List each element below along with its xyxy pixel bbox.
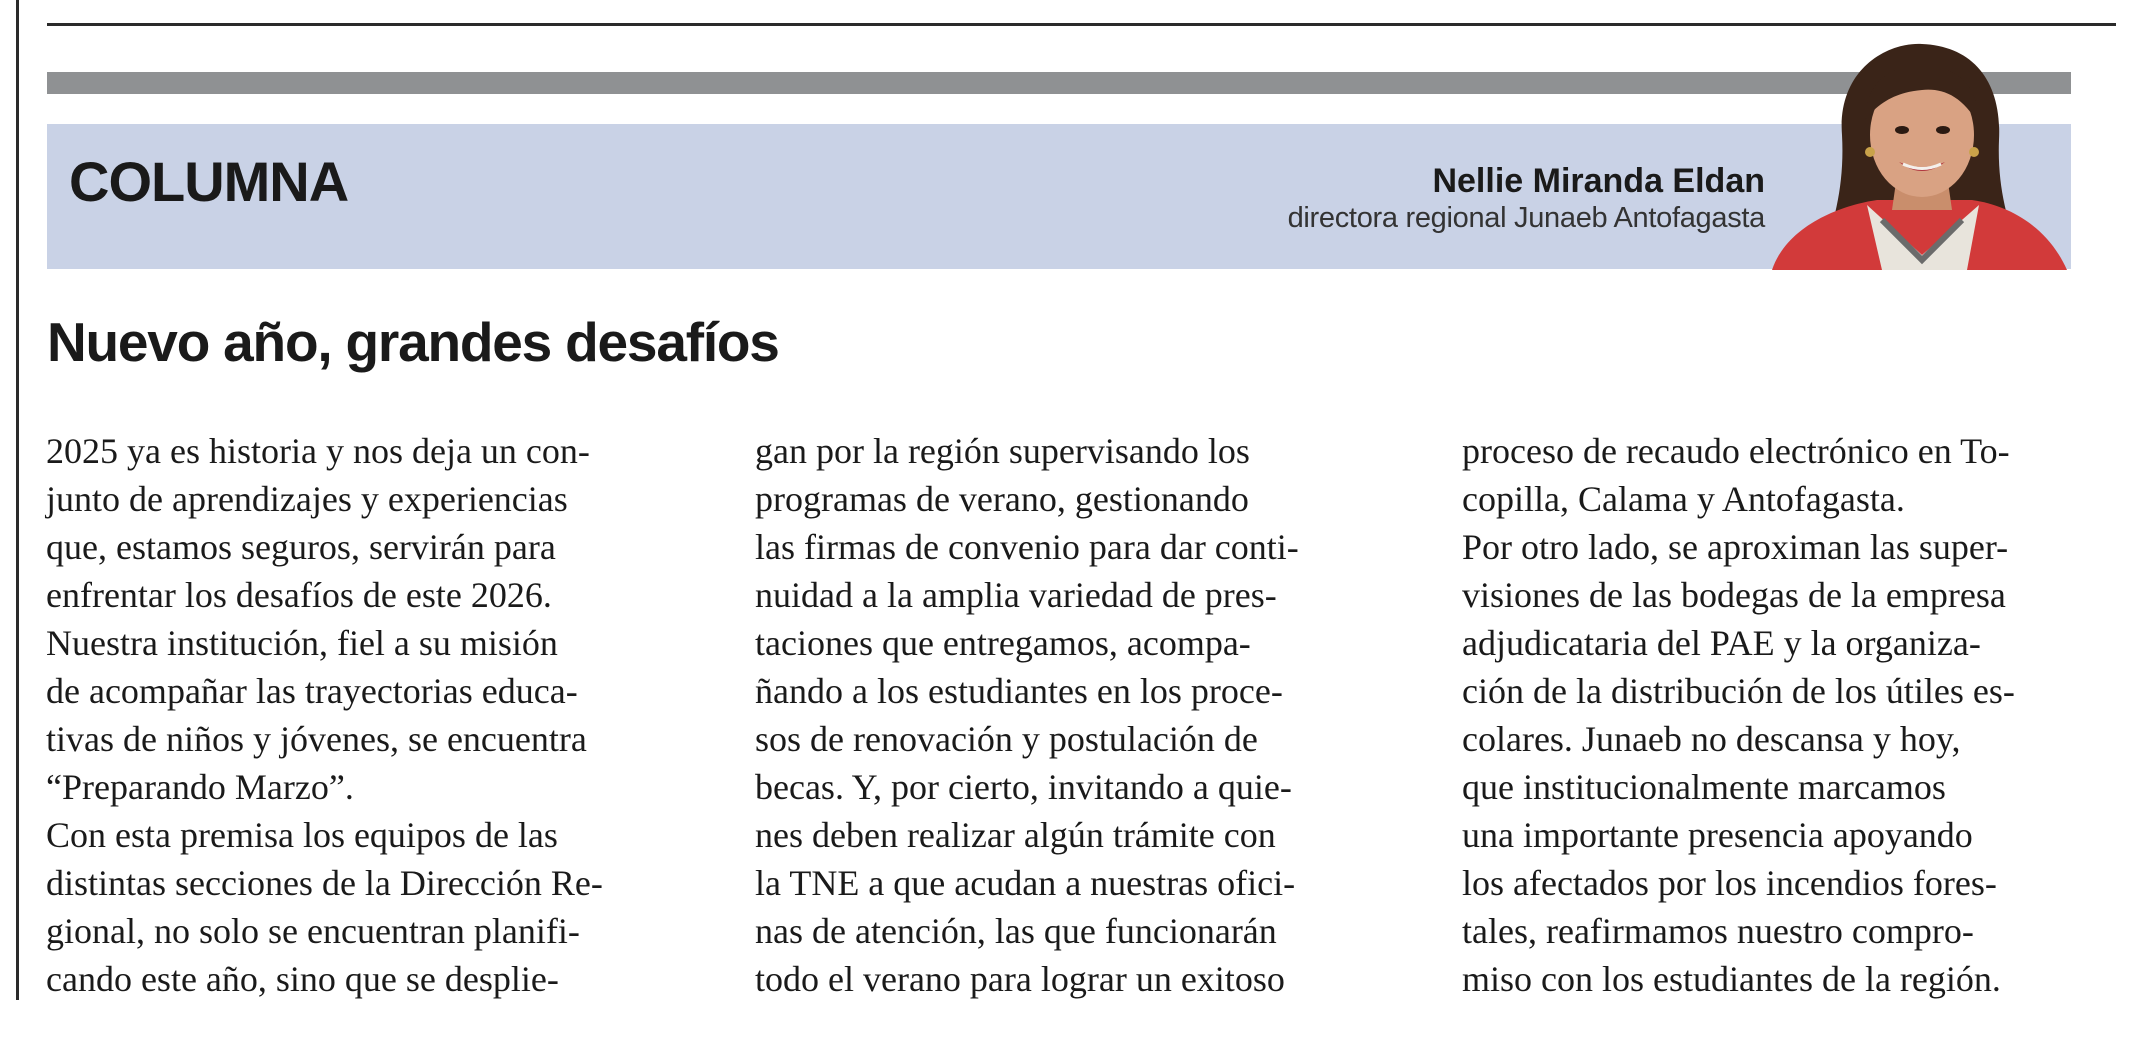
text-line: taciones que entregamos, acompa-: [755, 623, 1251, 663]
text-line: becas. Y, por cierto, invitando a quie-: [755, 767, 1292, 807]
text-line: distintas secciones de la Dirección Re-: [46, 863, 603, 903]
text-line: visiones de las bodegas de la empresa: [1462, 575, 2006, 615]
text-line: ñando a los estudiantes en los proce-: [755, 671, 1283, 711]
article-headline: Nuevo año, grandes desafíos: [47, 311, 779, 373]
text-line: 2025 ya es historia y nos deja un con-: [46, 431, 590, 471]
text-line: que institucionalmente marcamos: [1462, 767, 1946, 807]
text-line: de acompañar las trayectorias educa-: [46, 671, 578, 711]
author-portrait: [1747, 40, 2077, 270]
text-line: programas de verano, gestionando: [755, 479, 1249, 519]
text-line: colares. Junaeb no descansa y hoy,: [1462, 719, 1961, 759]
text-line: nes deben realizar algún trámite con: [755, 815, 1276, 855]
article-column-1: [46, 427, 706, 1003]
text-line: la TNE a que acudan a nuestras ofici-: [755, 863, 1296, 903]
text-line: las firmas de convenio para dar conti-: [755, 527, 1299, 567]
article-column-2: [755, 427, 1415, 1003]
text-line: copilla, Calama y Antofagasta.: [1462, 479, 1905, 519]
text-line: gional, no solo se encuentran planifi-: [46, 911, 580, 951]
text-line: proceso de recaudo electrónico en To-: [1462, 431, 2010, 471]
text-line: ción de la distribución de los útiles es-: [1462, 671, 2015, 711]
text-line: una importante presencia apoyando: [1462, 815, 1973, 855]
left-margin-rule: [16, 0, 19, 1000]
text-line: adjudicataria del PAE y la organiza-: [1462, 623, 1981, 663]
text-line: “Preparando Marzo”.: [46, 767, 354, 807]
text-line: enfrentar los desafíos de este 2026.: [46, 575, 552, 615]
text-line: sos de renovación y postulación de: [755, 719, 1258, 759]
section-label: COLUMNA: [69, 150, 349, 213]
author-byline: [1288, 162, 1765, 236]
author-role: directora regional Junaeb Antofagasta: [1287, 202, 1765, 235]
text-line: gan por la región supervisando los: [755, 431, 1250, 471]
text-line: Por otro lado, se aproximan las super-: [1462, 527, 2009, 567]
text-line: nas de atención, las que funcionarán: [755, 911, 1277, 951]
text-line: nuidad a la amplia variedad de pres-: [755, 575, 1277, 615]
text-line: que, estamos seguros, servirán para: [46, 527, 556, 567]
text-line: tales, reafirmamos nuestro compro-: [1462, 911, 1974, 951]
text-line: Con esta premisa los equipos de las: [46, 815, 558, 855]
top-rule: [47, 23, 2116, 26]
text-line: los afectados por los incendios fores-: [1462, 863, 1997, 903]
text-line: todo el verano para lograr un exitoso: [755, 959, 1285, 999]
author-name: Nellie Miranda Eldan: [1432, 162, 1765, 200]
text-line: miso con los estudiantes de la región.: [1462, 959, 2001, 999]
article-column-3: [1462, 427, 2122, 1003]
text-line: cando este año, sino que se desplie-: [46, 959, 559, 999]
text-line: Nuestra institución, fiel a su misión: [46, 623, 558, 663]
text-line: junto de aprendizajes y experiencias: [46, 479, 568, 519]
text-line: tivas de niños y jóvenes, se encuentra: [46, 719, 587, 759]
